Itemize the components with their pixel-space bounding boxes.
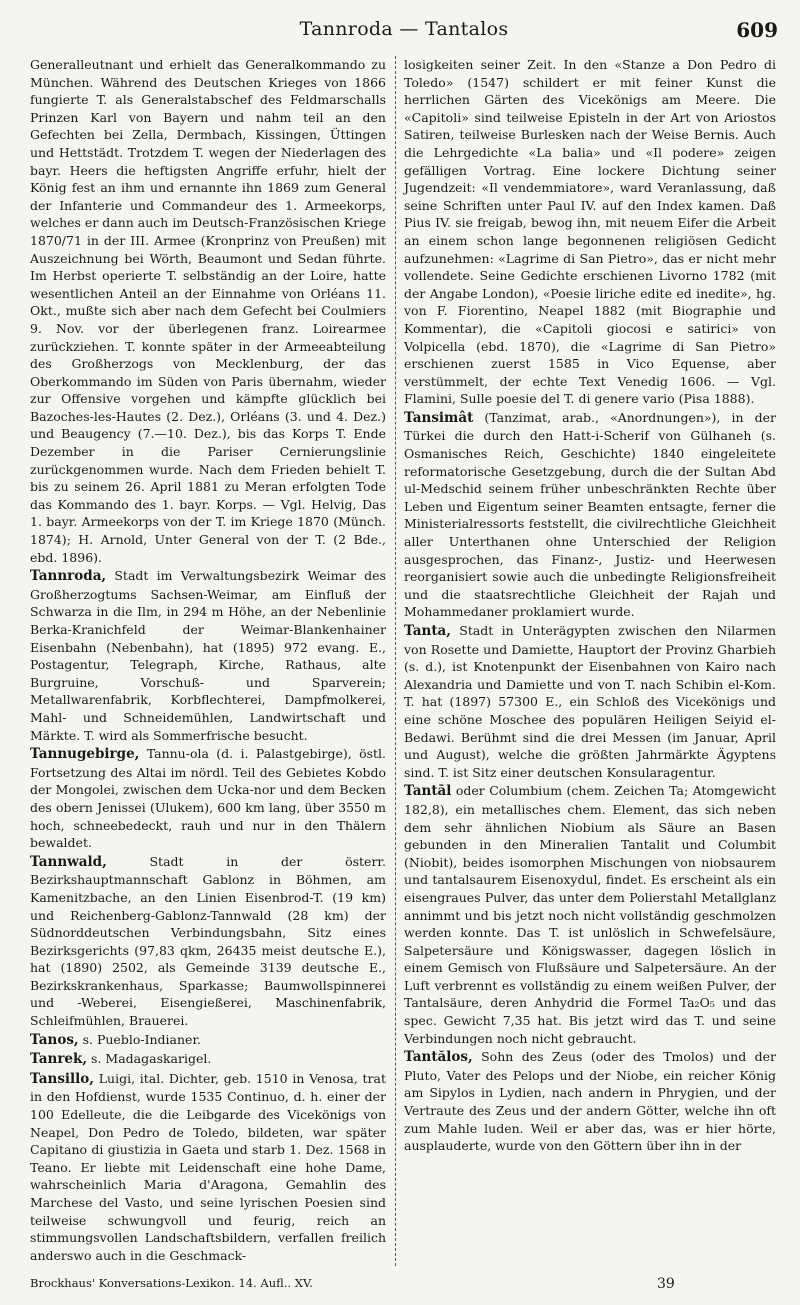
headword: Tannroda, [30,568,107,585]
article-entry [404,622,776,781]
headword: Tantāl [404,783,452,800]
headword: Tanrek, [30,1051,88,1068]
page-number: 609 [736,18,778,42]
article-text: Luigi, ital. Dichter, geb. 1510 in Venosa, trat in den Hofdienst, wurde 1535 Continuo, d. h. einer der 100 Edelleute, die die Leibgarde des Vicekönigs von Neapel, Don Pedro de Toledo, bildeten, war später Capitano di giustizia in Gaeta und starb 1. Dez. 1568 in Teano. Er liebte mit Leidenschaft eine hohe Dame, wahrscheinlich Maria d'Aragona, Gemahlin des Marchese del Vasto, und seine lyrischen Poesien sind teilweise schwungvoll und feurig, reich an stimmungsvollen Landschaftsbildern, verfallen freilich anderswo auch in die Geschmack- [30,1070,386,1263]
right-column [404,56,776,1156]
article-entry [30,567,386,744]
article-text: s. Pueblo-Indianer. [78,1031,202,1047]
article-text: (Tanzimat, arab., «Anordnungen»), in der Türkei die durch den Hatt-i-Scherif von Gülhaneh (s. Osmanisches Reich, Geschichte) 1840 eingeleitete reformatorische Gesetzgebung, durch die der Sultan Abd ul-Medschid seinem früher unbeschränkten Rechte über Leben und Eigentum seiner Beamten entsagte, ferner die Ministerialressorts feststellt, die civilrechtliche Gleichheit aller Unterthanen ohne Unterschied der Religion ausgesprochen, das Finanz-, Justiz- und Heerwesen reorganisiert sowie auch die unbedingte Religionsfreiheit und die staatsrechtliche Gleichheit der Rajah und Mohammedaner proklamiert wurde. [404,409,776,620]
article-entry [30,56,386,566]
headword: Tanta, [404,623,451,639]
headword: Tansillo, [30,1070,95,1087]
article-text: Sohn des Zeus (oder des Tmolos) und der Pluto, Vater des Pelops und der Niobe, ein reicher König am Sipylos in Lydien, nach andern in Phrygien, und der Vertraute des Zeus und der andern Götter, welche ihn oft zum Mahle luden. Weil er aber das, was er hier hörte, ausplauderte, wurde von den Göttern über ihn in der [404,1049,776,1154]
article-entry [30,745,386,852]
article-text: Stadt in der österr. Bezirkshauptmannschaft Gablonz in Böhmen, am Kamenitzbache, an den Linien Eisenbrod-T. (19 km) und Reichenberg-Gablonz-Tannwald (28 km) der Südnorddeutschen Verbindungsbahn, Sitz eines Bezirksgerichts (97,83 qkm, 26435 meist deutsche E.), hat (1890) 2502, als Gemeinde 3139 deutsche E., Bezirkskrankenhaus, Sparkasse; Baumwollspinnerei und -Weberei, Eisengießerei, Maschinenfabrik, Schleifmühlen, Brauerei. [30,853,386,1029]
page-header [30,14,778,44]
headword: Tannugebirge, [30,746,140,763]
signature-mark: 39 [657,1276,675,1292]
article-entry [404,1048,776,1155]
page-footer [30,1276,770,1296]
headword: Tansimât [404,409,474,426]
running-title: Tannroda — Tantalos [299,18,509,40]
article-entry [404,782,776,1047]
article-text: Stadt im Verwaltungsbezirk Weimar des Großherzogtums Sachsen-Weimar, am Einfluß der Schwarza in die Ilm, in 294 m Höhe, an der Nebenlinie Berka-Kranichfeld der Weimar-Blankenhainer Eisenbahn (Nebenbahn), hat (1895) 972 evang. E., Postagentur, Telegraph, Kirche, Rathaus, alte Burgruine, Vorschuß- und Sparverein; Metallwarenfabrik, Korbflechterei, Dampfmolkerei, Mahl- und Schneidemühlen, Landwirtschaft und Märkte. T. wird als Sommerfrische besucht. [30,568,386,743]
article-entry [30,1050,386,1069]
article-entry [30,1031,386,1050]
article-text: s. Madagaskarigel. [87,1051,212,1067]
article-text: Generalleutnant und erhielt das Generalkommando zu München. Während des Deutschen Krieges von 1866 fungierte T. als Generalstabschef des Feldmarschalls Prinzen Karl von Bayern und nahm teil an den Gefechten bei Zella, Dermbach, Kissingen, Üttingen und Hettstädt. Trotzdem T. wegen der Niederlagen des bayr. Heers die heftigsten Angriffe erfuhr, hielt der König fest an ihm und ernannte ihn 1869 zum General der Infanterie und Commandeur des 1. Armeekorps, welches er dann auch im Deutsch-Französischen Kriege 1870/71 in der III. Armee (Kronprinz von Preußen) mit Auszeichnung bei Wörth, Beaumont und Sedan führte. Im Herbst operierte T. selbständig an der Loire, hatte wesentlichen Anteil an der Einnahme von Orléans 11. Okt., mußte sich aber nach dem Gefecht bei Coulmiers 9. Nov. vor der überlegenen franz. Loirearmee zurückziehen. T. konnte später in der Armeeabteilung des Großherzogs von Mecklenburg, der das Oberkommando im Süden von Paris übernahm, wieder zur Offensive vorgehen und kämpfte glücklich bei Bazoches-les-Hautes (2. Dez.), Orléans (3. und 4. Dez.) und Beaugency (7.—10. Dez.), bis das Korps T. Ende Dezember in die Pariser Cernierungslinie zurückgenommen wurde. Nach dem Frieden behielt T. bis zu seinem 26. April 1881 zu Meran erfolgten Tode das Kommando des 1. bayr. Korps. — Vgl. Helvig, Das 1. bayr. Armeekorps von der T. im Kriege 1870 (Münch. 1874); H. Arnold, Unter General von der T. (2 Bde., ebd. 1896). [30,57,387,565]
column-divider [395,56,397,1266]
article-text: Stadt in Unterägypten zwischen den Nilarmen von Rosette und Damiette, Hauptort der Provinz Gharbieh (s. d.), ist Knotenpunkt der Eisenbahnen von Kairo nach Alexandria und Damiette und von T. nach Schibin el-Kom. T. hat (1897) 57300 E., ein Schloß des Vicekönigs und eine schöne Moschee des populären Heiligen Seiyid el-Bedawi. Berühmt sind die drei Messen (im Januar, April und August), welche die größten Jahrmärkte Ägyptens sind. T. ist Sitz einer deutschen Konsularagentur. [404,623,776,780]
imprint: Brockhaus' Konversations-Lexikon. 14. Aufl.. XV. [30,1276,313,1290]
article-entry [30,1070,386,1265]
article-text: oder Columbium (chem. Zeichen Ta; Atomgewicht 182,8), ein metallisches chem. Element, das sich neben dem sehr ähnlichen Niobium als Säure an Basen gebunden in den Mineralien Tantalit und Columbit (Niobit), beides isomorphen Mischungen von niobsaurem und tantalsaurem Eisenoxydul, findet. Es erscheint als ein eisengraues Pulver, das unter dem Polierstahl Metallglanz annimmt und bis jetzt noch nicht vollständig geschmolzen werden konnte. Das T. ist unlöslich in Schwefelsäure, Salpetersäure und Königswasser, dagegen löslich in einem Gemisch von Flußsäure und Salpetersäure. An der Luft verbrennt es vollständig zu einem weißen Pulver, der Tantalsäure, deren Anhydrid die Formel Ta₂O₅ und das spec. Gewicht 7,35 hat. Bis jetzt wird das T. und seine Verbindungen noch nicht gebraucht. [404,783,776,1046]
article-entry [404,56,776,408]
article-text: losigkeiten seiner Zeit. In den «Stanze a Don Pedro di Toledo» (1547) schildert er mit feiner Kunst die herrlichen Gärten des Vicekönigs am Meere. Die «Capitoli» sind teilweise Episteln in der Art von Ariostos Satiren, teilweise Burlesken nach der Weise Bernis. Auch die Lehrgedichte «La balia» und «Il podere» zeigen gefälligen Vortrag. Eine lockere Dichtung seiner Jugendzeit: «Il vendemmiatore», ward Veranlassung, daß seine Schriften unter Paul IV. auf den Index kamen. Daß Pius IV. sie freigab, bewog ihn, mit neuem Eifer die Arbeit an einem schon lange begonnenen religiösen Gedicht aufzunehmen: «Lagrime di San Pietro», das er nicht mehr vollendete. Seine Gedichte erschienen Livorno 1782 (mit der Angabe London), «Poesie liriche edite ed inedite», hg. von F. Fiorentino, Neapel 1882 (mit Biographie und Kommentar), die «Capitoli giocosi e satirici» von Volpicella (ebd. 1870), die «Lagrime di San Pietro» erschienen zuerst 1585 in Vico Equense, aber verstümmelt, der echte Text Venedig 1606. — Vgl. Flamini, Sulle poesie del T. di genere vario (Pisa 1888). [404,57,776,407]
article-entry [404,409,776,621]
headword: Tanos, [30,1031,79,1048]
headword: Tannwald, [30,853,107,870]
headword: Tantălos, [404,1049,473,1066]
left-column [30,56,386,1265]
article-text: Tannu-ola (d. i. Palastgebirge), östl. Fortsetzung des Altai im nördl. Teil des Gebietes Kobdo der Mongolei, zwischen dem Ucka-nor und dem Becken des obern Jenissei (Ulukem), 600 km lang, über 3550 m hoch, schneebedeckt, rauh und nur in den Thälern bewaldet. [30,746,386,851]
article-entry [30,853,386,1030]
